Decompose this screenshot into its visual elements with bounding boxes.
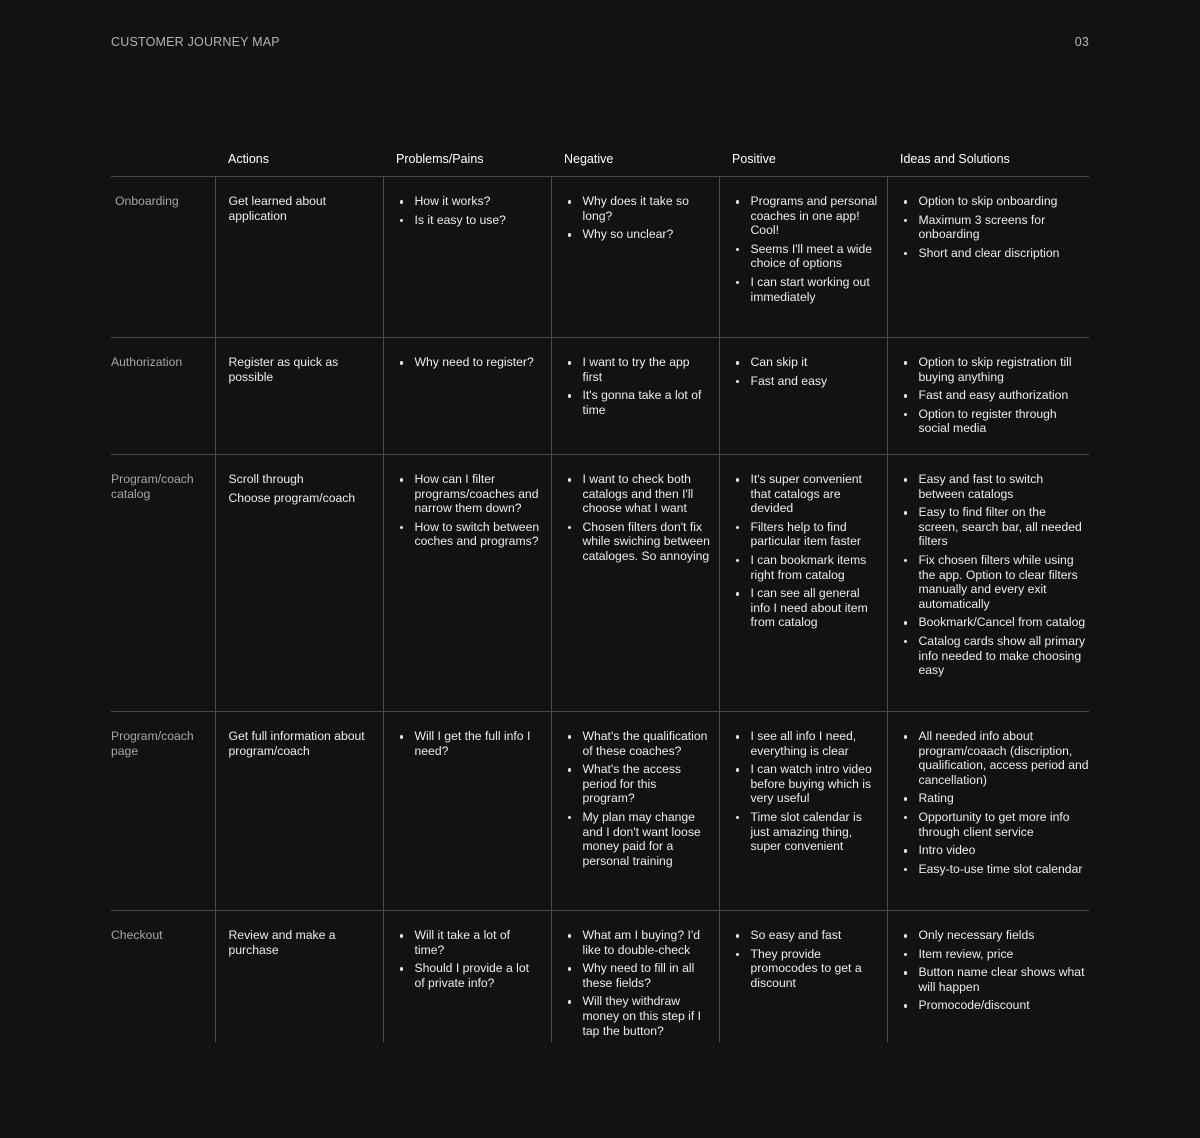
list-item: Fix chosen filters while using the app. Option to clear filters manually and every exit automatically: [901, 553, 1090, 611]
action-text: Register as quick as possible: [228, 355, 339, 384]
list-item: Time slot calendar is just amazing thing, super convenient: [733, 810, 887, 854]
list-item: All needed info about program/coaach (discription, qualification, access period and cancellation): [901, 729, 1090, 787]
problems-cell: [383, 911, 551, 1043]
ideas-cell: [887, 712, 1089, 911]
ideas-cell: [887, 338, 1089, 455]
stage-cell: Onboarding: [111, 177, 215, 338]
list-item: Will it take a lot of time?: [397, 928, 551, 957]
negative-cell: [551, 455, 719, 712]
list-item: Option to skip onboarding: [901, 194, 1090, 209]
list-item: Option to skip registration till buying anything: [901, 355, 1090, 384]
actions-cell: [215, 712, 383, 911]
header-row: [111, 142, 1089, 177]
list-item: How can I filter programs/coaches and narrow them down?: [397, 472, 551, 516]
page-number: 03: [1074, 35, 1089, 49]
list-item: Why does it take so long?: [565, 194, 719, 223]
list-item: Easy-to-use time slot calendar: [901, 862, 1090, 877]
positive-cell: [719, 338, 887, 455]
problems-cell: [383, 712, 551, 911]
positive-cell: [719, 455, 887, 712]
list-item: What am I buying? I'd like to double-check: [565, 928, 719, 957]
column-header-positive: Positive: [719, 142, 887, 177]
table-row: [111, 455, 1089, 712]
table-row: [111, 712, 1089, 911]
positive-cell: [719, 911, 887, 1043]
actions-cell: [215, 911, 383, 1043]
list-item: I can start working out immediately: [733, 275, 887, 304]
list-item: My plan may change and I don't want loose money paid for a personal training: [565, 810, 719, 868]
list-item: Is it easy to use?: [397, 213, 551, 228]
list-item: Catalog cards show all primary info needed to make choosing easy: [901, 634, 1090, 678]
list-item: Option to register through social media: [901, 407, 1090, 436]
list-item: Can skip it: [733, 355, 887, 370]
list-item: Filters help to find particular item faster: [733, 520, 887, 549]
stage-cell: Program/coach catalog: [111, 455, 215, 712]
column-header-negative: Negative: [551, 142, 719, 177]
list-item: How it works?: [397, 194, 551, 209]
list-item: What's the qualification of these coaches?: [565, 729, 719, 758]
column-header-actions: Actions: [215, 142, 383, 177]
list-item: Will I get the full info I need?: [397, 729, 551, 758]
actions-cell: [215, 338, 383, 455]
stage-cell: Authorization: [111, 338, 215, 455]
column-header-ideas: Ideas and Solutions: [887, 142, 1089, 177]
stage-cell: Checkout: [111, 928, 163, 942]
list-item: What's the access period for this program?: [565, 762, 719, 806]
list-item: Why need to register?: [397, 355, 551, 370]
actions-cell: [215, 177, 383, 338]
negative-cell: [551, 712, 719, 911]
ideas-cell: [887, 911, 1089, 1043]
positive-cell: [719, 712, 887, 911]
list-item: Button name clear shows what will happen: [901, 965, 1090, 994]
list-item: I see all info I need, everything is clear: [733, 729, 887, 758]
list-item: Will they withdraw money on this step if I tap the button?: [565, 994, 719, 1038]
negative-cell: [551, 338, 719, 455]
list-item: Rating: [901, 791, 1090, 806]
list-item: Fast and easy authorization: [901, 388, 1090, 403]
list-item: Item review, price: [901, 947, 1090, 962]
action-text: Review and make a purchase: [228, 928, 336, 957]
page-title: CUSTOMER JOURNEY MAP: [111, 35, 280, 49]
list-item: I want to check both catalogs and then I'll choose what I want: [565, 472, 719, 516]
table-row: [111, 338, 1089, 455]
journey-map-table: [111, 142, 1089, 1042]
list-item: Bookmark/Cancel from catalog: [901, 615, 1090, 630]
list-item: I can bookmark items right from catalog: [733, 553, 887, 582]
list-item: Chosen filters don't fix while swiching between cataloges. So annoying: [565, 520, 719, 564]
ideas-cell: [887, 177, 1089, 338]
positive-cell: [719, 177, 887, 338]
list-item: Easy to find filter on the screen, search bar, all needed filters: [901, 505, 1090, 549]
list-item: Why need to fill in all these fields?: [565, 961, 719, 990]
list-item: Programs and personal coaches in one app! Cool!: [733, 194, 887, 238]
actions-cell: [215, 455, 383, 712]
action-text: Get learned about application: [228, 194, 327, 223]
table-row: [111, 177, 1089, 338]
list-item: I want to try the app first: [565, 355, 719, 384]
list-item: Maximum 3 screens for onboarding: [901, 213, 1090, 242]
problems-cell: [383, 177, 551, 338]
action-text: Scroll through: [228, 472, 304, 486]
list-item: Only necessary fields: [901, 928, 1090, 943]
list-item: Opportunity to get more info through client service: [901, 810, 1090, 839]
list-item: Short and clear discription: [901, 246, 1090, 261]
list-item: Seems I'll meet a wide choice of options: [733, 242, 887, 271]
list-item: Should I provide a lot of private info?: [397, 961, 551, 990]
column-header-problems: Problems/Pains: [383, 142, 551, 177]
list-item: Promocode/discount: [901, 998, 1090, 1013]
list-item: It's gonna take a lot of time: [565, 388, 719, 417]
action-text: Choose program/coach: [228, 490, 356, 505]
list-item: They provide promocodes to get a discount: [733, 947, 887, 991]
negative-cell: [551, 177, 719, 338]
column-header-stage: [111, 142, 215, 177]
problems-cell: [383, 338, 551, 455]
page-header: [111, 35, 1089, 51]
list-item: How to switch between coches and programs?: [397, 520, 551, 549]
list-item: I can watch intro video before buying which is very useful: [733, 762, 887, 806]
list-item: So easy and fast: [733, 928, 887, 943]
problems-cell: [383, 455, 551, 712]
ideas-cell: [887, 455, 1089, 712]
table-row: [111, 911, 1089, 1043]
stage-cell: Program/coach page: [111, 712, 215, 911]
list-item: I can see all general info I need about item from catalog: [733, 586, 887, 630]
negative-cell: [551, 911, 719, 1043]
list-item: Intro video: [901, 843, 1090, 858]
list-item: Easy and fast to switch between catalogs: [901, 472, 1090, 501]
list-item: It's super convenient that catalogs are devided: [733, 472, 887, 516]
list-item: Fast and easy: [733, 374, 887, 389]
list-item: Why so unclear?: [565, 227, 719, 242]
action-text: Get full information about program/coach: [228, 729, 365, 758]
